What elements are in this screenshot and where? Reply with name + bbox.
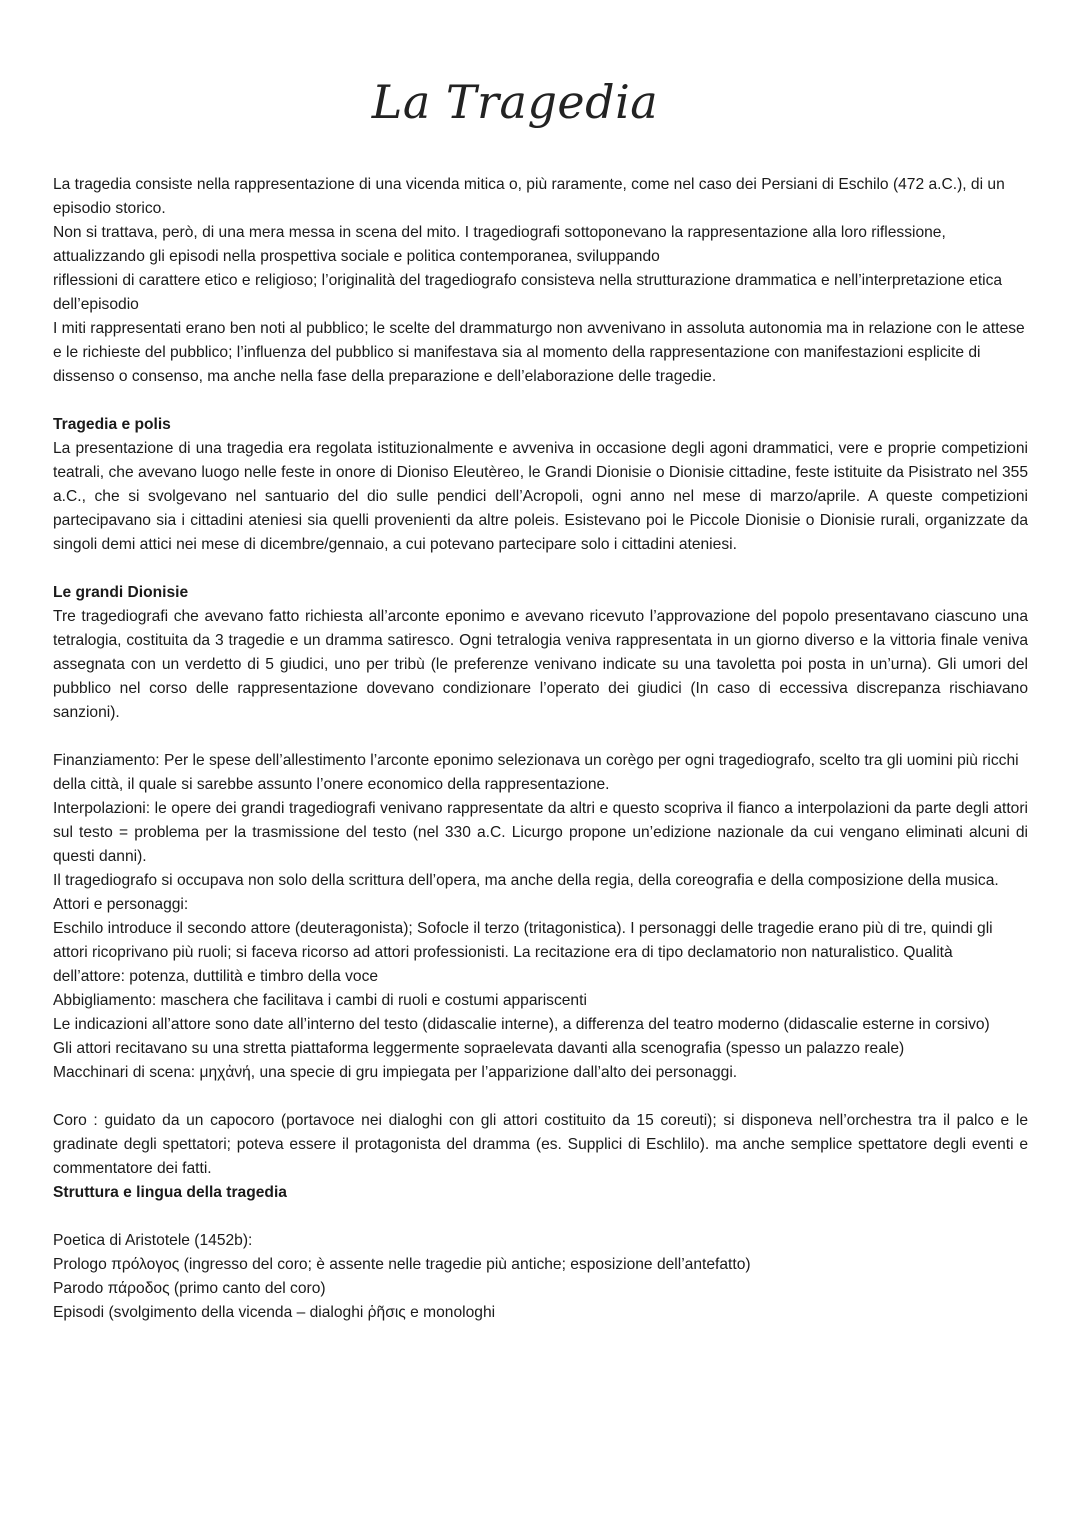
spacer [53,389,1028,413]
page-title: La Tragedia [371,75,659,129]
intro-paragraph-4: I miti rappresentati erano ben noti al pubblico; le scelte del drammaturgo non avvenivano in assoluta autonomia ma in relazione con le attese e le richieste del pubblico; l’influenza del pubblico si manifestava sia al momento della rappresentazione con manifestazioni esplicite di dissenso o consenso, ma anche nella fase della preparazione e dell’elaborazione delle tragedie. [53,320,1025,385]
interpolazioni-paragraph: Interpolazioni: le opere dei grandi tragediografi venivano rappresentate da altri e questo scopriva il fianco a interpolazioni da parte degli attori sul testo = problema per la trasmissione del testo (nel 330 a.C. Licurgo propone un’edizione nazionale da cui vengano eliminati alcuni di questi danni). [53,800,1028,865]
coro-paragraph: Coro : guidato da un capocoro (portavoce nei dialoghi con gli attori costituito da 15 coreuti); si disponeva nell’orchestra tra il palco e le gradinate degli spettatori; poteva essere il protagonista del dramma (es. Supplici di Eschlilo). ma anche semplice spettatore degli eventi e commentatore dei fatti. [53,1112,1028,1177]
macchinari-paragraph: Macchinari di scena: μηχἀνή, una specie di gru impiegata per l’apparizione dall’alto dei personaggi. [53,1064,738,1081]
parodo-line: Parodo πάροδος (primo canto del coro) [53,1280,326,1297]
section-heading-polis: Tragedia e polis [53,416,171,433]
poetica-line: Poetica di Aristotele (1452b): [53,1232,253,1249]
tragediografo-paragraph: Il tragediografo si occupava non solo della scrittura dell’opera, ma anche della regia, della coreografia e della composizione della musica. [53,872,999,889]
dionisie-paragraph: Tre tragediografi che avevano fatto richiesta all’arconte eponimo e avevano ricevuto l’approvazione del popolo presentavano ciascuno una tetralogia, costituita da 3 tragedie e un dramma satiresco. Ogni tetralogia veniva rappresentata in un giorno diverso e la vittoria finale veniva assegnata con un verdetto di 5 giudici, uno per tribù (le preferenze venivano indicate su una tavoletta poi posta in un’urna). Gli umori del pubblico nel corso delle rappresentazione dovevano condizionare l’operato dei giudici (In caso di eccessiva discrepanza rischiavano sanzioni). [53,608,1028,721]
prologo-line: Prologo πρόλογος (ingresso del coro; è assente nelle tragedie più antiche; esposizione dell’antefatto) [53,1256,751,1273]
abbigliamento-paragraph: Abbigliamento: maschera che facilitava i cambi di ruoli e costumi appariscenti [53,992,587,1009]
finanziamento-paragraph: Finanziamento: Per le spese dell’allestimento l’arconte eponimo selezionava un corègo per ogni tragediografo, scelto tra gli uomini più ricchi della città, il quale si sarebbe assunto l’onere economico della rappresentazione. [53,752,1019,793]
episodi-line: Episodi (svolgimento della vicenda – dialoghi ῥῆσις e monologhi [53,1304,496,1321]
piattaforma-paragraph: Gli attori recitavano su una stretta piattaforma leggermente sopraelevata davanti alla scenografia (spesso un palazzo reale) [53,1040,905,1057]
intro-paragraph-2: Non si trattava, però, di una mera messa in scena del mito. I tragediografi sottoponevano la rappresentazione alla loro riflessione, attualizzando gli episodi nella prospettiva sociale e politica contemporanea, sviluppando [53,224,946,265]
document-body [53,173,1028,1325]
intro-paragraph-1: La tragedia consiste nella rappresentazione di una vicenda mitica o, più raramente, come nel caso dei Persiani di Eschilo (472 a.C.), di un episodio storico. [53,176,1005,217]
spacer [53,557,1028,581]
attori-label: Attori e personaggi: [53,896,189,913]
intro-paragraph-3: riflessioni di carattere etico e religioso; l’originalità del tragediografo consisteva nella strutturazione drammatica e nell’interpretazione etica dell’episodio [53,272,1003,313]
polis-paragraph: La presentazione di una tragedia era regolata istituzionalmente e avveniva in occasione degli agoni drammatici, vere e proprie competizioni teatrali, che avevano luogo nelle feste in onore di Dioniso Eleutèreo, le Grandi Dionisie o Dionisie cittadine, feste istituite da Pisistrato nel 355 a.C., che si svolgevano nel santuario del dio sulle pendici dell’Acropoli, ogni anno nel mese di marzo/aprile. A queste competizioni partecipavano sia i cittadini ateniesi sia quelli provenienti da altre poleis. Esistevano poi le Piccole Dionisie o Dionisie rurali, organizzate da singoli demi attici nei mese di dicembre/gennaio, a cui potevano partecipare solo i cittadini ateniesi. [53,440,1028,553]
section-heading-dionisie: Le grandi Dionisie [53,584,189,601]
spacer [53,1085,1028,1109]
indicazioni-paragraph: Le indicazioni all’attore sono date all’interno del testo (didascalie interne), a differenza del teatro moderno (didascalie esterne in corsivo) [53,1016,990,1033]
section-heading-struttura: Struttura e lingua della tragedia [53,1184,287,1201]
spacer [53,725,1028,749]
spacer [53,1205,1028,1229]
attori-paragraph: Eschilo introduce il secondo attore (deuteragonista); Sofocle il terzo (tritagonistica). I personaggi delle tragedie erano più di tre, quindi gli attori ricoprivano più ruoli; si faceva ricorso ad attori professionisti. La recitazione era di tipo declamatorio non naturalistico. Qualità dell’attore: potenza, duttilità e timbro della voce [53,920,993,985]
